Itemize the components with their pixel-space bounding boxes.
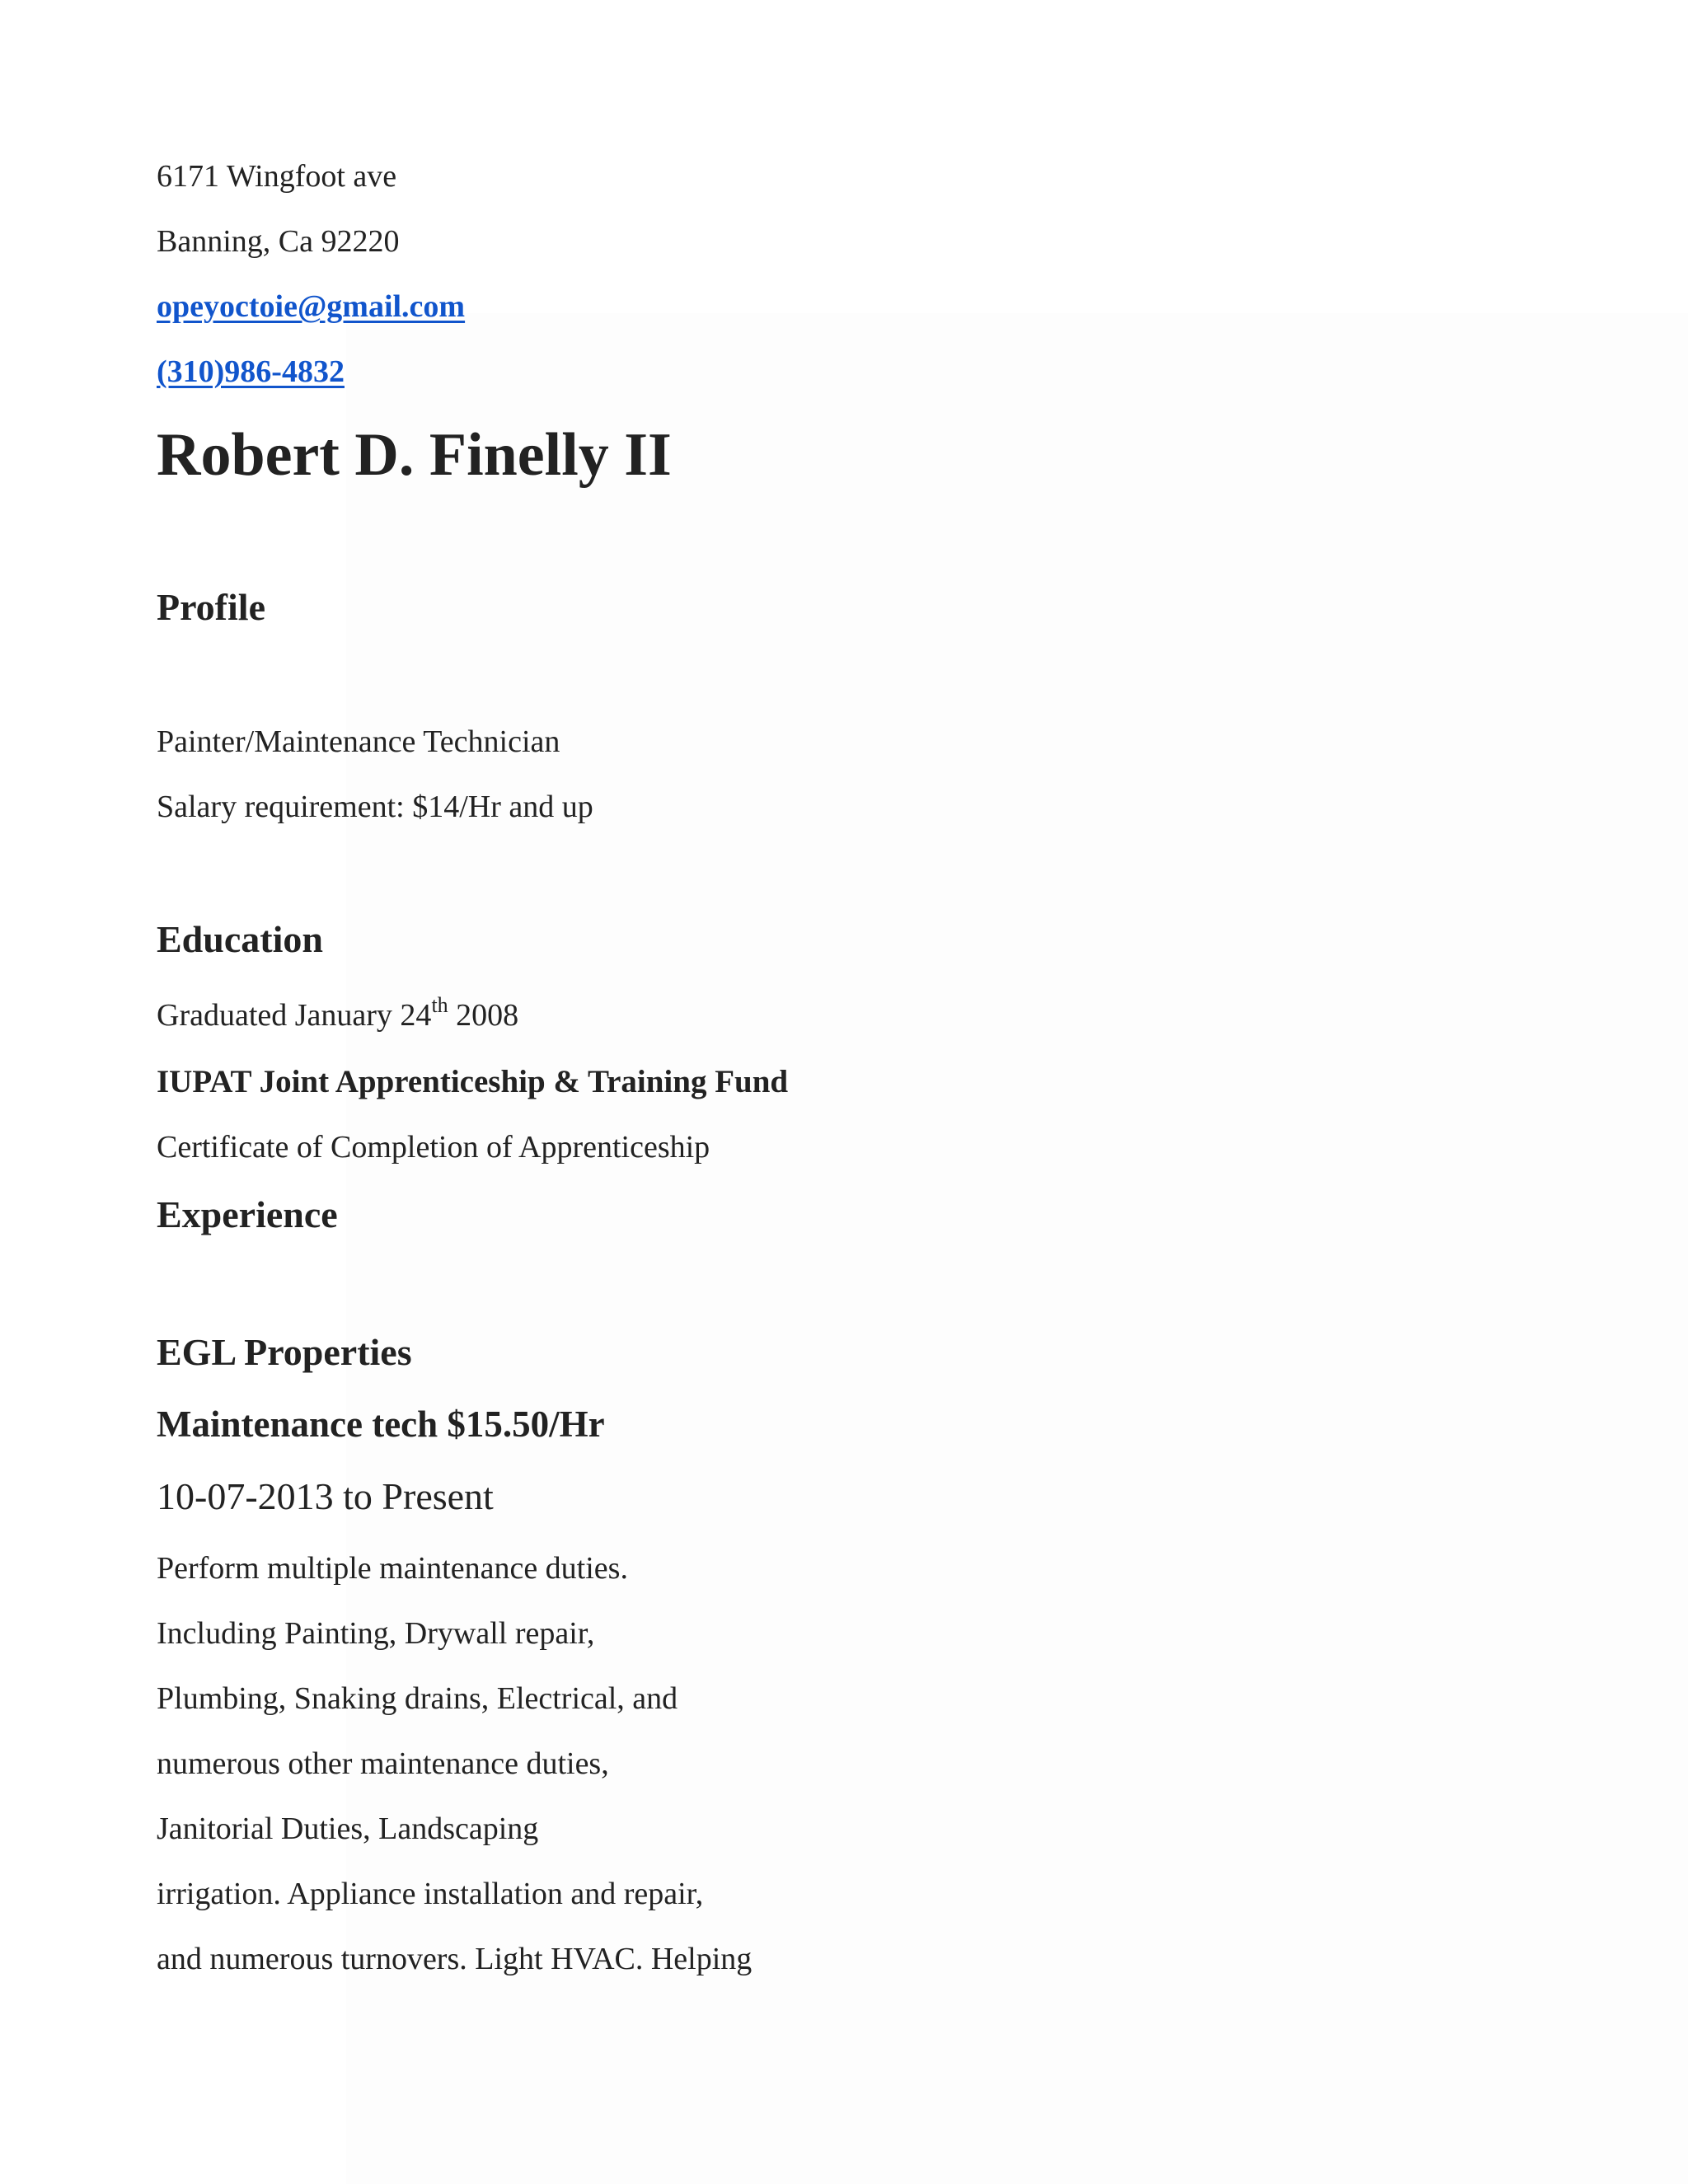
duty-line-4: numerous other maintenance duties,	[157, 1746, 609, 1781]
salary-requirement: Salary requirement: $14/Hr and up	[157, 790, 593, 824]
graduation-date-year: 2008	[448, 998, 519, 1033]
duty-line-5: Janitorial Duties, Landscaping	[157, 1811, 539, 1846]
experience-heading: Experience	[157, 1193, 338, 1235]
email-link[interactable]: opeyoctoie@gmail.com	[157, 289, 466, 324]
school-name: IUPAT Joint Apprenticeship & Training Fund	[157, 1064, 789, 1099]
company-name: EGL Properties	[157, 1331, 412, 1373]
graduation-date-ordinal: th	[431, 993, 448, 1017]
graduation-date	[157, 993, 519, 1033]
address-street: 6171 Wingfoot ave	[157, 159, 397, 194]
phone-link[interactable]: (310)986-4832	[157, 354, 345, 389]
profile-title: Painter/Maintenance Technician	[157, 724, 560, 759]
graduation-date-prefix: Graduated January 24	[157, 998, 432, 1033]
job-title: Maintenance tech $15.50/Hr	[157, 1404, 605, 1445]
duty-line-1: Perform multiple maintenance duties.	[157, 1551, 628, 1586]
candidate-name: Robert D. Finelly II	[157, 421, 672, 489]
certificate: Certificate of Completion of Apprenticeship	[157, 1130, 710, 1165]
employment-dates: 10-07-2013 to Present	[157, 1475, 494, 1517]
duty-line-2: Including Painting, Drywall repair,	[157, 1616, 595, 1651]
duty-line-6: irrigation. Appliance installation and repair,	[157, 1877, 704, 1911]
duty-line-7: and numerous turnovers. Light HVAC. Helping	[157, 1942, 753, 1976]
education-heading: Education	[157, 918, 323, 960]
address-city: Banning, Ca 92220	[157, 224, 400, 259]
profile-heading: Profile	[157, 586, 265, 628]
duty-line-3: Plumbing, Snaking drains, Electrical, and	[157, 1681, 678, 1716]
